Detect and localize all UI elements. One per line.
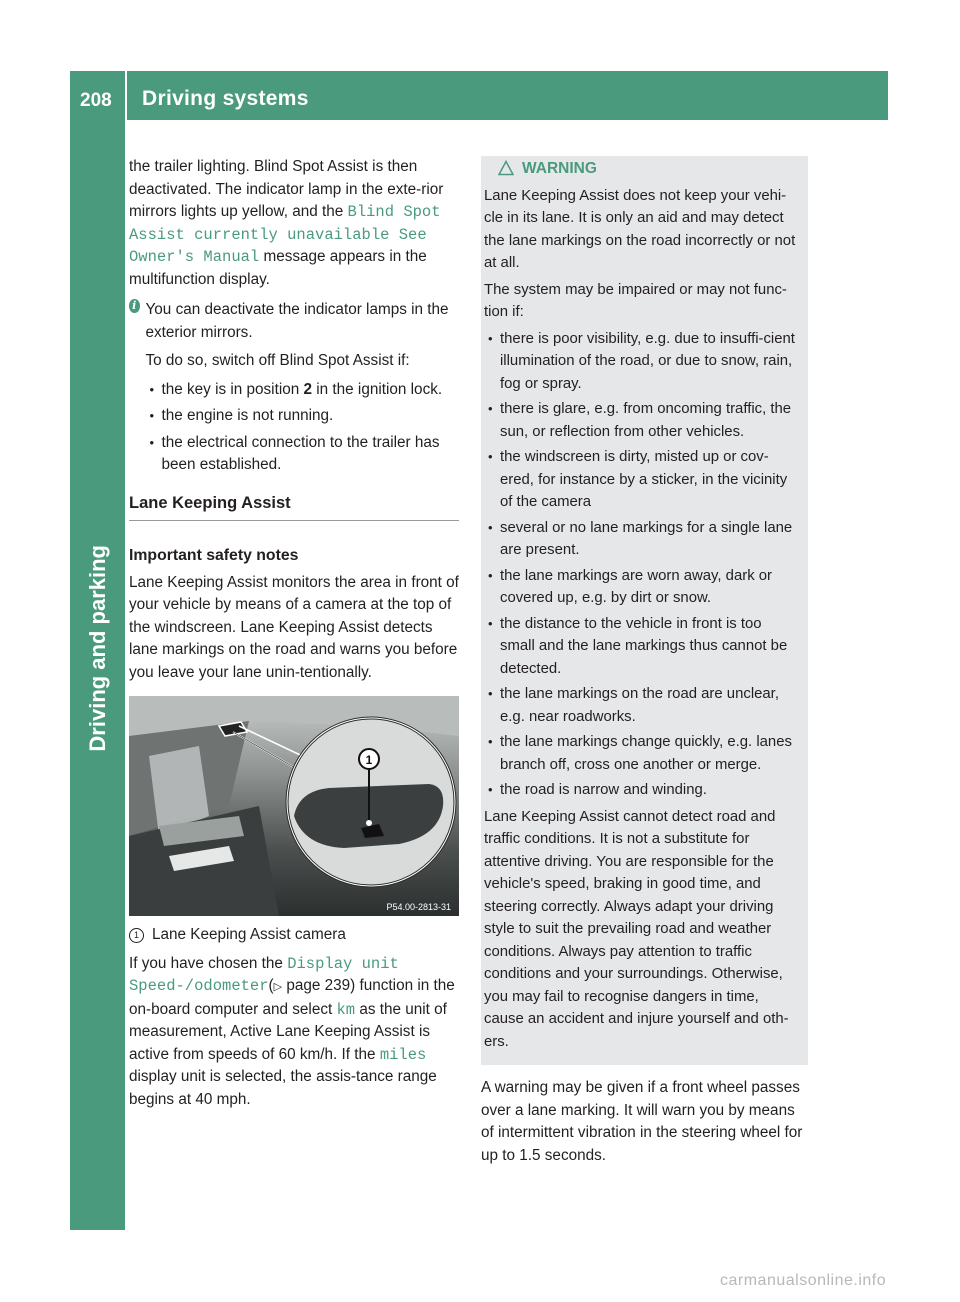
left-column bbox=[129, 156, 459, 1111]
page-title: Driving systems bbox=[142, 87, 309, 110]
info-subtext: To do so, switch off Blind Spot Assist if: bbox=[145, 352, 410, 369]
watermark: carmanualsonline.info bbox=[720, 1272, 887, 1289]
intro-text: the trailer lighting. Blind Spot Assist is then deactivated. The indicator lamp in the exte-rior mirrors lights up yellow, and the bbox=[129, 158, 444, 220]
list-item: • the lane markings on the road are unclear, e.g. near roadworks. bbox=[484, 683, 800, 728]
side-tab-label: Driving and parking bbox=[85, 545, 110, 752]
closing-paragraph: A warning may be given if a front wheel passes over a lane marking. It will warn you by means of intermittent vibration in the steering wheel for up to 1.5 seconds. bbox=[481, 1079, 803, 1164]
list-item: • the windscreen is dirty, misted up or cov-ered, for instance by a sticker, in the vicinity of the camera bbox=[484, 446, 800, 514]
warning-paragraph: The system may be impaired or may not func-tion if: bbox=[484, 281, 787, 320]
list-item: • the road is narrow and winding. bbox=[484, 779, 800, 802]
image-caption bbox=[129, 924, 459, 947]
warning-triangle-icon bbox=[498, 160, 514, 176]
km-code: km bbox=[336, 1000, 356, 1019]
miles-code: miles bbox=[379, 1045, 427, 1064]
page-ref-arrow[interactable]: ▷ bbox=[273, 981, 283, 993]
safety-paragraph: Lane Keeping Assist monitors the area in front of your vehicle by means of a camera at the top of the windscreen. Lane Keeping Assist detects lane markings on the road and warns you before you leave your lane unin-tentionally. bbox=[129, 573, 459, 681]
header-divider bbox=[125, 71, 127, 120]
intro-text-end: message appears in the multifunction display. bbox=[129, 248, 427, 288]
image-code: P54.00-2813-31 bbox=[386, 902, 451, 912]
subsection-heading: Important safety notes bbox=[129, 547, 299, 564]
display-message-code: Blind Spot Assist currently unavailable See Owner's Manual bbox=[129, 203, 441, 266]
caption-text: Lane Keeping Assist camera bbox=[152, 926, 346, 943]
display-unit-code: Display unit Speed-/odometer bbox=[129, 954, 399, 995]
info-text: You can deactivate the indicator lamps in the exterior mirrors. bbox=[145, 301, 449, 341]
list-item: • there is glare, e.g. from oncoming traffic, the sun, or reflection from other vehicles. bbox=[484, 398, 800, 443]
list-item: • the lane markings change quickly, e.g. lanes branch off, cross one another or merge. bbox=[484, 731, 800, 776]
warning-title: WARNING bbox=[484, 158, 800, 181]
list-item: • several or no lane markings for a single lane are present. bbox=[484, 517, 800, 562]
intro-paragraph bbox=[129, 156, 459, 291]
list-item: • the key is in position 2 in the ignition lock. bbox=[146, 379, 460, 402]
camera-illustration bbox=[129, 696, 459, 916]
image-callout-1: 1 bbox=[365, 753, 373, 767]
warning-paragraph: Lane Keeping Assist cannot detect road and traffic conditions. It is not a substitute for attentive driving. You are responsible for the vehicle's speed, braking in good time, and steering correctly. Always adapt your driving style to suit the prevailing road and weather conditions. Always pay attention to traffic conditions and your surroundings. Otherwise, you may fail to recognise dangers in time, cause an accident and injure yourself and oth-ers. bbox=[484, 808, 789, 1050]
list-item: • the distance to the vehicle in front is too small and the lane markings thus cannot be detected. bbox=[484, 613, 800, 681]
warning-box bbox=[481, 156, 808, 1065]
unit-paragraph: If you have chosen the Display unit Speed-/odometer(▷ page 239) function in the on-board computer and select km as the unit of measurement, Active Lane Keeping Assist is active from speeds of 60 km/h. If the miles display unit is selected, the assis-tance range begins at 40 mph. bbox=[129, 954, 455, 1108]
warning-bullets bbox=[484, 328, 800, 802]
windscreen-camera-illustration bbox=[129, 696, 459, 916]
warning-paragraph: Lane Keeping Assist does not keep your vehi-cle in its lane. It is only an aid and may detect the lane markings on the road incorrectly or not at all. bbox=[484, 187, 796, 271]
list-item: • the engine is not running. bbox=[146, 405, 460, 428]
caption-number: 1 bbox=[129, 928, 144, 943]
page-number: 208 bbox=[80, 90, 112, 111]
section-heading: Lane Keeping Assist bbox=[129, 492, 459, 522]
info-icon: i bbox=[129, 299, 140, 313]
info-note bbox=[129, 299, 459, 477]
list-item: • the lane markings are worn away, dark or covered up, e.g. by dirt or snow. bbox=[484, 565, 800, 610]
list-item: • there is poor visibility, e.g. due to insuffi-cient illumination of the road, or due to snow, rain, fog or spray. bbox=[484, 328, 800, 396]
right-column bbox=[481, 156, 811, 1167]
list-item: • the electrical connection to the trailer has been established. bbox=[146, 432, 460, 477]
info-bullets bbox=[146, 379, 460, 477]
page-header bbox=[70, 71, 888, 120]
